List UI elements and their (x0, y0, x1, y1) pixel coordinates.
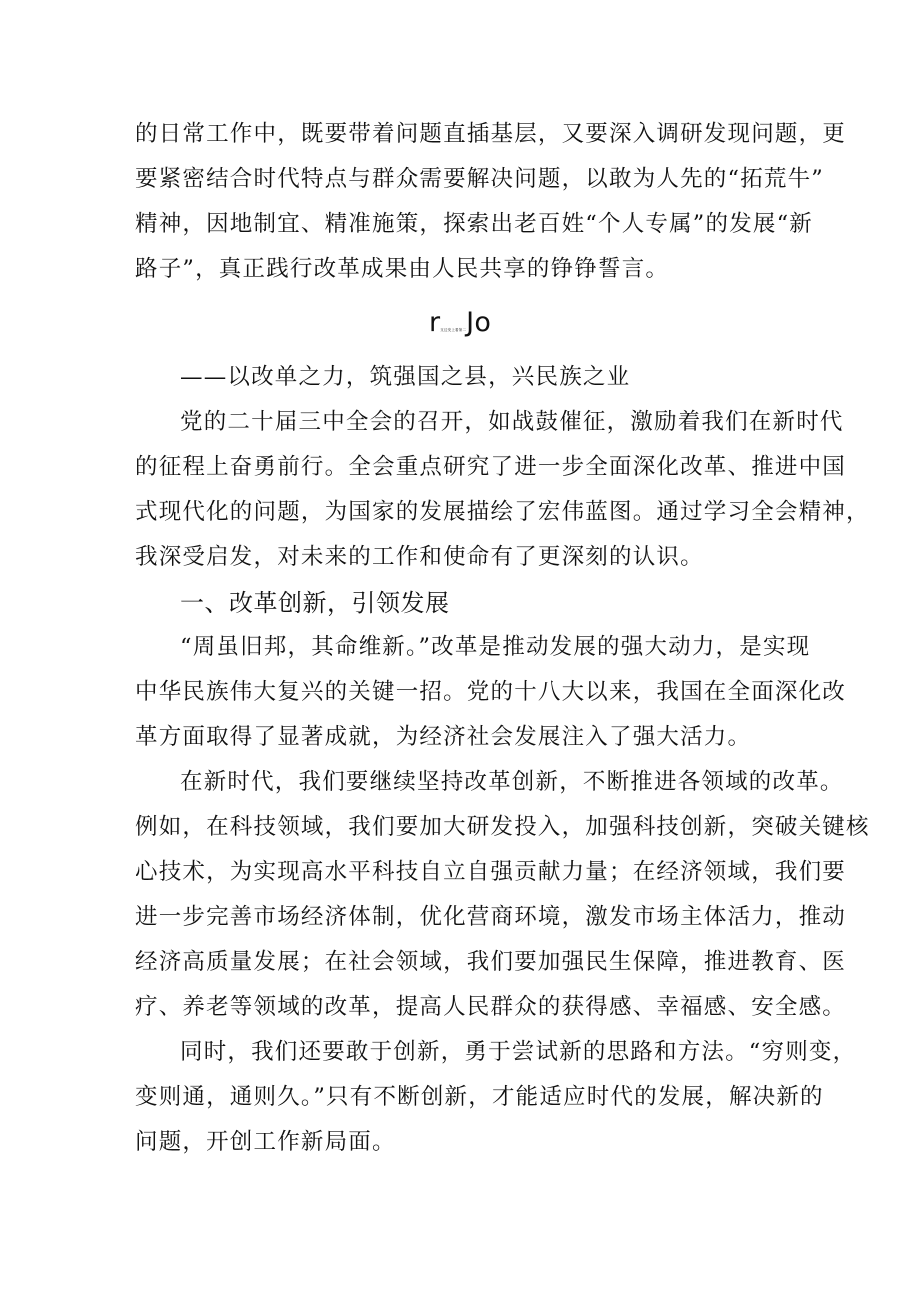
paragraph-5-line-1: 同时，我们还要敢于创新，勇于尝试新的思路和方法。“穷则变， (180, 1039, 857, 1065)
section-title-middle: 支边发上看第二 (440, 328, 467, 332)
heading-reform-innovation: 一、改革创新，引领发展 (180, 589, 450, 617)
section-subtitle: ——以改单之力，筑强国之县，兴民族之业 (180, 364, 631, 390)
paragraph-1-line-1: 的日常工作中，既要带着问题直插基层，又要深入调研发现问题，更 (135, 121, 847, 147)
paragraph-4-line-2: 例如，在科技领域，我们要加大研发投入，加强科技创新，突破关键核 (135, 814, 870, 840)
section-title-prefix: r (428, 307, 441, 338)
paragraph-1-line-4: 路子”，真正践行改革成果由人民共享的铮铮誓言。 (135, 256, 670, 282)
paragraph-4-line-4: 进一步完善市场经济体制，优化营商环境，激发市场主体活力，推动 (135, 904, 847, 930)
section-title (0, 308, 920, 345)
paragraph-4-line-5: 经济高质量发展；在社会领域，我们要加强民生保障，推进教育、医 (135, 949, 847, 975)
paragraph-4-line-1: 在新时代，我们要继续坚持改革创新，不断推进各领域的改革。 (180, 769, 844, 795)
paragraph-3-line-2: 中华民族伟大复兴的关键一招。党的十八大以来，我国在全面深化改 (135, 679, 847, 705)
paragraph-5-line-3: 问题，开创工作新局面。 (135, 1129, 396, 1155)
section-title-suffix: Jo (466, 307, 492, 338)
paragraph-2-line-3: 式现代化的问题，为国家的发展描绘了宏伟蓝图。通过学习全会精神， (135, 499, 870, 525)
paragraph-3-line-1: “周虽旧邦，其命维新。”改革是推动发展的强大动力，是实现 (180, 634, 811, 660)
paragraph-1-line-3: 精神，因地制宜、精准施策，探索出老百姓“个人专属”的发展“新 (135, 211, 814, 237)
paragraph-2-line-4: 我深受启发，对未来的工作和使命有了更深刻的认识。 (135, 544, 704, 570)
paragraph-3-line-3: 革方面取得了显著成就，为经济社会发展注入了强大活力。 (135, 724, 752, 750)
paragraph-2-line-2: 的征程上奋勇前行。全会重点研究了进一步全面深化改革、推进中国 (135, 454, 847, 480)
paragraph-1-line-2: 要紧密结合时代特点与群众需要解决问题，以敢为人先的“拓荒牛” (135, 166, 825, 192)
paragraph-5-line-2: 变则通，通则久。”只有不断创新，才能适应时代的发展，解决新的 (135, 1084, 824, 1110)
paragraph-4-line-3: 心技术，为实现高水平科技自立自强贡献力量；在经济领域，我们要 (135, 859, 847, 885)
paragraph-4-line-6: 疗、养老等领域的改革，提高人民群众的获得感、幸福感、安全感。 (135, 994, 847, 1020)
paragraph-2-line-1: 党的二十届三中全会的召开，如战鼓催征，激励着我们在新时代 (180, 409, 844, 435)
